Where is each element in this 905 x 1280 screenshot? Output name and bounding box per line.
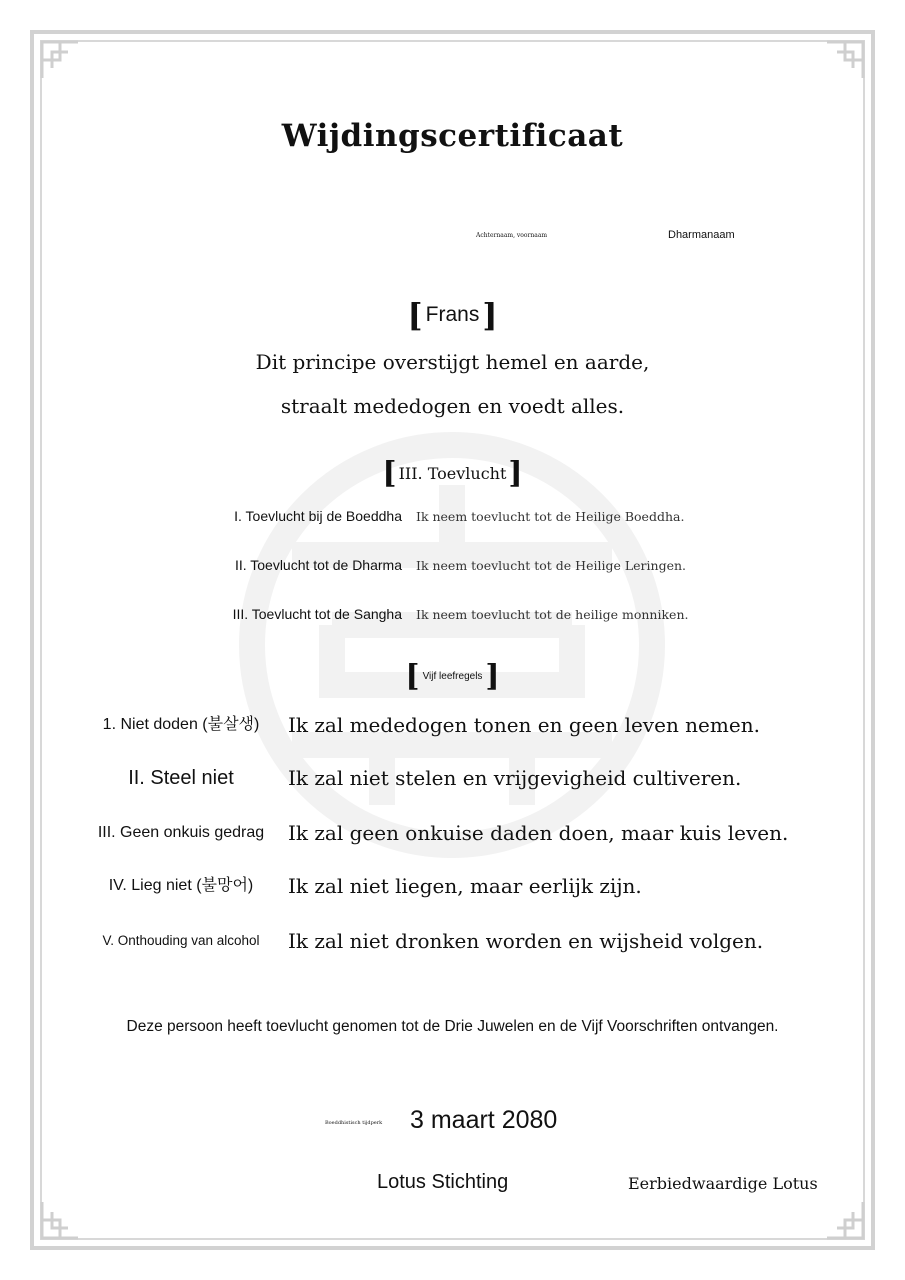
precept-row [80, 710, 840, 740]
fret-corner-icon [38, 1198, 82, 1242]
refuge-heading-text: III. Toevlucht [398, 464, 507, 483]
precepts-heading-text: Vijf leefregels [422, 671, 483, 682]
precept-row [80, 926, 840, 956]
principle-line-1: Dit principe overstijgt hemel en aarde, [255, 350, 650, 374]
fret-corner-icon [38, 38, 82, 82]
precept-name: V. Onthouding van alcohol [102, 932, 260, 948]
principle-heading-text: Frans [425, 303, 480, 326]
precept-text: Ik zal niet dronken worden en wijsheid volgen. [288, 929, 764, 953]
left-bracket: [ [382, 456, 397, 491]
fret-corner-icon [823, 1198, 867, 1242]
left-bracket: [ [407, 296, 423, 334]
refuge-name: I. Toevlucht bij de Boeddha [234, 508, 402, 524]
precept-text: Ik zal mededogen tonen en geen leven nemen. [288, 713, 760, 737]
refuge-row [150, 606, 800, 622]
precept-name: IV. Lieg niet (불망어) [108, 877, 254, 895]
refuge-name: III. Toevlucht tot de Sangha [232, 606, 402, 622]
certificate-date: 3 maart 2080 [410, 1106, 558, 1134]
dharma-name-label: Dharmanaam [668, 229, 735, 241]
principle-heading [0, 296, 905, 334]
left-bracket: [ [405, 659, 420, 694]
precept-row [80, 808, 840, 858]
longevity-emblem-icon [232, 425, 672, 865]
right-bracket: ] [508, 456, 523, 491]
precept-text: Ik zal niet liegen, maar eerlijk zijn. [288, 874, 642, 898]
officiant-name: Eerbiedwaardige Lotus [628, 1174, 818, 1193]
refuge-heading [0, 456, 905, 491]
refuge-text: Ik neem toevlucht tot de heilige monniken. [416, 606, 689, 622]
fret-corner-icon [823, 38, 867, 82]
principle-line-2: straalt mededogen en voedt alles. [280, 394, 625, 418]
right-bracket: ] [482, 296, 498, 334]
refuge-text: Ik neem toevlucht tot de Heilige Leringen. [416, 557, 686, 573]
precepts-heading [0, 659, 905, 694]
right-bracket: ] [485, 659, 500, 694]
precept-name: II. Steel niet [128, 766, 234, 789]
precept-row [80, 763, 840, 793]
precept-name: 1. Niet doden (불살생) [102, 716, 260, 734]
precept-row [80, 871, 840, 901]
certificate-title: Wijdingscertificaat [281, 118, 624, 154]
refuge-row [150, 557, 800, 573]
refuge-row [150, 508, 800, 524]
name-label: Achternaam, voornaam [476, 232, 548, 239]
era-label: Boeddhistisch tijdperk [325, 1120, 383, 1126]
precept-text: Ik zal geen onkuise daden doen, maar kuis leven. [288, 821, 789, 845]
precept-text: Ik zal niet stelen en vrijgevigheid cultiveren. [288, 766, 742, 790]
precept-name: III. Geen onkuis gedrag [97, 824, 265, 842]
refuge-text: Ik neem toevlucht tot de Heilige Boeddha. [416, 508, 685, 524]
refuge-name: II. Toevlucht tot de Dharma [234, 557, 402, 573]
statement: Deze persoon heeft toevlucht genomen tot de Drie Juwelen en de Vijf Voorschriften ontvangen. [126, 1018, 779, 1035]
organization-name: Lotus Stichting [377, 1171, 509, 1193]
